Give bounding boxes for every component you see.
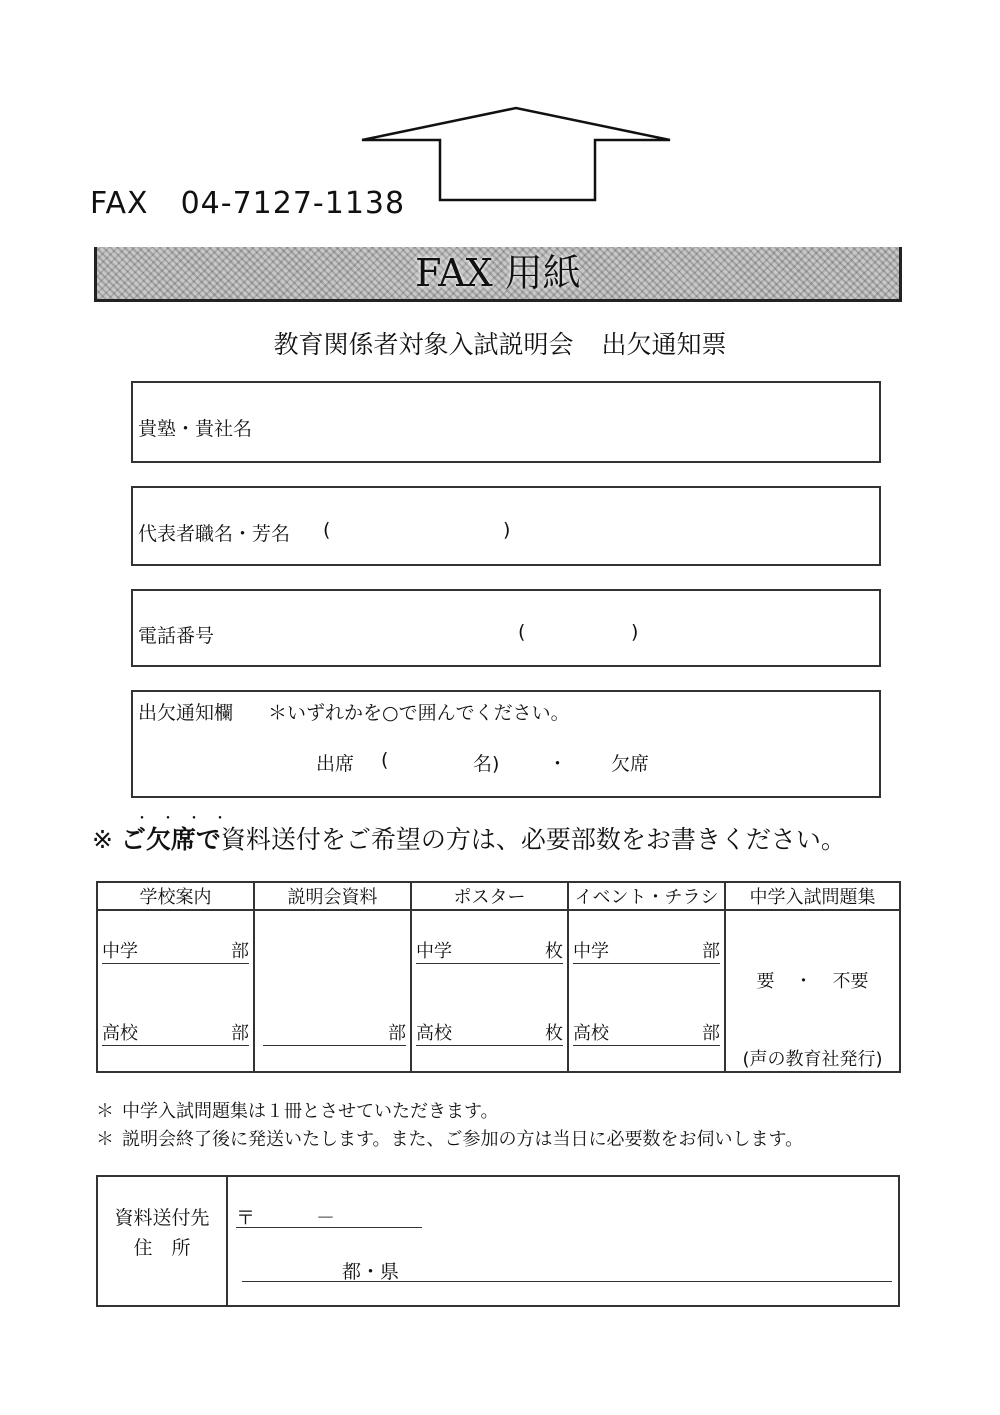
poster-junior-field[interactable] [416,937,563,964]
attend-paren-open: ( [381,749,389,771]
senior-label: 高校 [416,1023,452,1044]
no-need-option[interactable]: 不要 [832,971,869,992]
unit-label: 部 [231,1023,249,1044]
postal-dash: － [316,1207,336,1229]
attend-option[interactable]: 出席 [316,753,355,775]
need-option[interactable]: 要 [756,971,775,992]
note-item [96,1098,803,1126]
school-guide-junior-field[interactable] [102,937,249,964]
publisher-note: (声の教育社発行) [742,1049,883,1070]
choice-separator: ・ [794,971,813,992]
school-name-field[interactable] [131,381,881,463]
address-label-line2: 住 所 [133,1237,191,1259]
fax-sheet-banner [94,247,902,302]
junior-label: 中学 [416,941,452,962]
postal-code-field[interactable] [236,1203,422,1228]
event-flyer-cell [568,910,725,1072]
exam-book-cell [725,910,900,1072]
header-poster: ポスター [411,882,568,910]
event-flyer-junior-field[interactable] [573,937,720,964]
fax-number-line [90,186,405,221]
fax-number: 04-7127-1138 [180,186,406,221]
note-prefix: ※ [92,825,113,854]
phone-label: 電話番号 [138,625,215,647]
address-box [96,1175,900,1307]
phone-field[interactable] [131,589,881,667]
representative-paren-open: ( [323,519,331,541]
attend-count-unit: 名) [473,753,500,775]
representative-paren-close: ) [503,519,511,541]
phone-paren-open: ( [518,621,526,643]
bullet-mark: ＊ [96,1101,114,1122]
school-guide-senior-field[interactable] [102,1019,249,1046]
attendance-instruction: ＊いずれかを○で囲んでください。 [268,702,570,724]
attendance-box [131,690,881,798]
school-name-label: 貴塾・貴社名 [138,418,253,440]
unit-label: 部 [388,1023,406,1044]
senior-label: 高校 [102,1023,138,1044]
banner-title: FAX 用紙 [415,251,581,295]
header-event-flyer: イベント・チラシ [568,882,725,910]
unit-label: 部 [702,1023,720,1044]
emphasis-dots: ・・・・ [135,811,239,827]
postal-mark: 〒 [236,1207,256,1229]
poster-cell [411,910,568,1072]
briefing-docs-cell [254,910,411,1072]
notes-list [96,1098,803,1154]
header-briefing-docs: 説明会資料 [254,882,411,910]
materials-table [96,881,901,1073]
unit-label: 枚 [545,1023,563,1044]
senior-label: 高校 [573,1023,609,1044]
header-school-guide: 学校案内 [97,882,254,910]
prefecture-label: 都・県 [342,1261,400,1283]
briefing-docs-field[interactable] [263,1019,406,1046]
note-item [96,1126,803,1154]
junior-label: 中学 [102,941,138,962]
absent-option[interactable]: 欠席 [611,753,650,775]
page-title [0,325,1000,361]
note-bold: ご欠席で [120,825,221,854]
title-main: 教育関係者対象入試説明会 [273,330,574,359]
fax-label: FAX [90,186,149,221]
junior-label: 中学 [573,941,609,962]
absence-note [92,820,846,856]
bullet-mark: ＊ [96,1129,114,1150]
unit-label: 部 [231,941,249,962]
note-text: 説明会終了後に発送いたします。また、ご参加の方は当日に必要数をお伺いします。 [122,1129,804,1150]
unit-label: 枚 [545,941,563,962]
up-arrow-icon [360,105,672,203]
attend-separator: ・ [548,753,568,775]
poster-senior-field[interactable] [416,1019,563,1046]
attendance-label: 出欠通知欄 [138,702,234,724]
title-sub: 出欠通知票 [601,330,727,359]
phone-paren-close: ) [631,621,639,643]
exam-book-choice [726,967,899,993]
note-rest: 資料送付をご希望の方は、必要部数をお書きください。 [220,825,846,854]
event-flyer-senior-field[interactable] [573,1019,720,1046]
address-label [98,1177,228,1305]
address-field[interactable] [242,1257,892,1282]
unit-label: 部 [702,941,720,962]
representative-label: 代表者職名・芳名 [138,523,291,545]
note-text: 中学入試問題集は１冊とさせていただきます。 [122,1101,499,1122]
address-label-line1: 資料送付先 [114,1207,210,1229]
school-guide-cell [97,910,254,1072]
header-exam-book: 中学入試問題集 [725,882,900,910]
representative-field[interactable] [131,486,881,566]
